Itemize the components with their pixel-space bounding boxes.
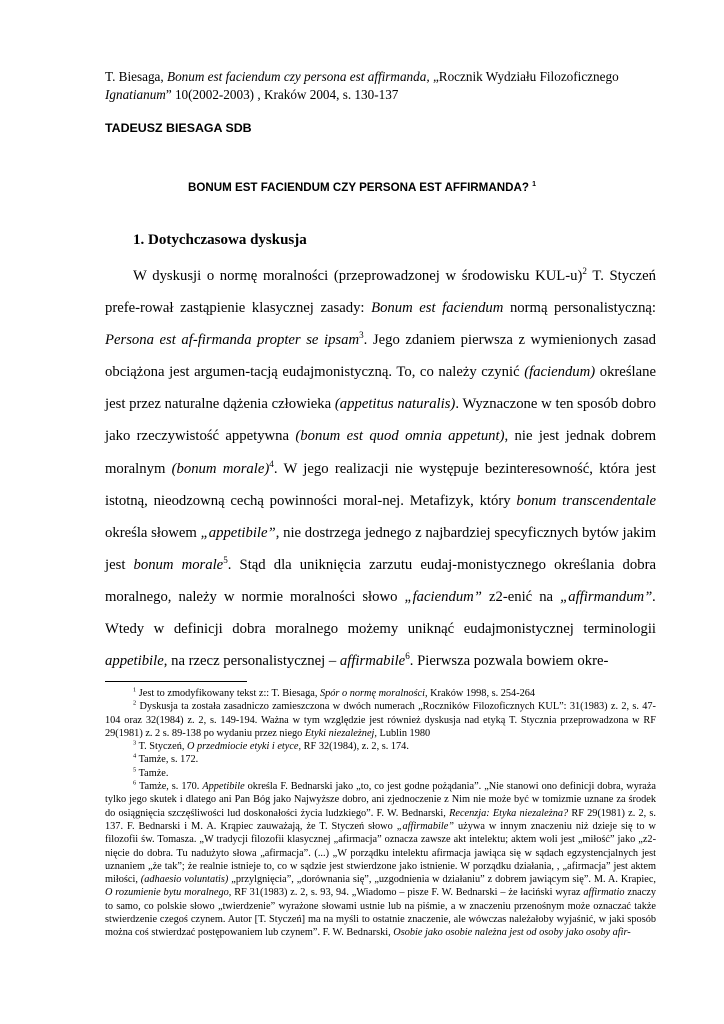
paper-title-text: BONUM EST FACIENDUM CZY PERSONA EST AFFIRMANDA?	[187, 181, 529, 194]
text-run: , nie jest jednak dobrem moralnym	[105, 428, 657, 477]
italic-term: „affirmabile”	[396, 820, 454, 832]
italic-term: Persona est af-firmanda propter se ipsam	[105, 332, 360, 349]
italic-term: appetibile	[105, 653, 164, 670]
text-run: , RF 31(1983) z. 2, s. 93, 94. „Wiadomo – pisze F. W. Bednarski – że łaciński wyraz	[228, 887, 584, 899]
footnote-marker: 2	[582, 266, 587, 277]
text-run: Tamże.	[138, 767, 169, 779]
footnote	[105, 780, 656, 940]
text-run: Tamże, s. 172.	[138, 754, 199, 766]
text-run: W dyskusji o normę moralności (przeprowadzonej w środowisku KUL-u)	[133, 268, 583, 284]
footnote-number: 3	[133, 739, 137, 747]
text-run: określa słowem	[105, 524, 201, 541]
footnote-marker: 4	[269, 458, 274, 469]
citation-journal: Ignatianum	[105, 86, 166, 102]
footnote-marker: 6	[405, 651, 410, 662]
text-run: . W jego realizacji nie występuje bezinteresowność, która jest istotną, nieodzowną cechą powinności moral-nej. Metafizyk, który	[105, 460, 657, 509]
italic-term: (adhaesio voluntatis)	[140, 874, 229, 886]
italic-term: „appetibile”	[200, 524, 276, 541]
text-run: , nie dostrzega jednego z najbardziej specyficznych bytów jakim jest	[105, 524, 656, 573]
italic-term: Bonum est faciendum	[371, 300, 504, 317]
italic-term: Recenzja: Etyka niezależna?	[449, 807, 569, 819]
footnote	[105, 700, 656, 740]
section-heading: 1. Dotychczasowa dyskusja	[133, 232, 307, 248]
text-run: Wtedy w definicji dobra moralnego możemy uniknąć eudajmonistycznej terminologii	[105, 621, 656, 638]
text-run: . Stąd dla uniknięcia zarzutu eudaj-monistycznego określania dobra moralnego, należy w normie moralności słowo	[105, 556, 656, 605]
footnote-number: 4	[133, 753, 137, 761]
footnote-marker: 5	[223, 554, 228, 565]
italic-term: O rozumienie bytu moralnego	[105, 887, 229, 899]
italic-term: „faciendum”	[404, 588, 482, 605]
italic-term: (bonum morale)	[171, 460, 270, 477]
text-run: Kraków 1998, s. 254-264	[427, 688, 536, 699]
footnote-number: 2	[133, 699, 137, 707]
text-run: Dyskusja ta została zasadniczo zamieszczona w dwóch numerach „Roczników Filozoficznych KUL”: 31(1983) z. 2, s. 47-104 oraz 32(1984) z. 2, s. 149-194. Ważna w tym względzie jest również dyskusja nad etyką T. Stycznia przeprowadzona w RF 29(1981) z. 2 s. 89-138 po wydaniu przez niego	[105, 701, 656, 739]
text-run: T. Styczeń,	[138, 741, 187, 753]
main-paragraph	[105, 260, 656, 677]
footnote-number: 1	[133, 686, 137, 694]
paper-title	[0, 181, 724, 194]
footnote	[105, 740, 656, 753]
italic-term: Etyki niezależnej,	[304, 727, 377, 739]
text-run: znaczy to samo, co polskie słowo „twierdzenie” wyrażone słowami ustnie lub na piśmie, a w znaczeniu przenośnym może oznaczać także stwierdzenie czegoś czynem. Autor [T. Styczeń] ma na myśli to ostatnie znaczenie, ale wówczas należałoby wyjaśnić, w jaki sposób można coś stwierdzać postępowaniem lub czynem”. F. W. Bednarski,	[105, 887, 656, 939]
text-run: . Jego zdaniem pierwsza z wymienionych zasad obciążona jest argumen-tacją eudajmonistyczną. To, co należy czynić	[105, 332, 656, 381]
footnotes-section	[105, 687, 656, 940]
author-name: TADEUSZ BIESAGA SDB	[105, 121, 252, 135]
footnote-number: 5	[133, 766, 137, 774]
footnote	[105, 687, 656, 700]
text-run: określa F. Bednarski jako „to, co jest godne pożądania”. „Nie stanowi ono definicji dobra, wyraża tylko jego skutek i dlatego ani Pan Bóg jako Najwyższe dobro, ani zjednoczenie z Nim nie może być w tomizmie uznane za środek do osiągnięcia szczęśliwości lud doskonałości życia ludzkiego”. F. W. Bednarski,	[105, 781, 656, 819]
text-run: Tamże, s. 170.	[138, 781, 203, 793]
italic-term: bonum morale	[133, 556, 224, 573]
citation-author: T. Biesaga,	[105, 69, 168, 84]
footnote-marker: 1	[532, 181, 537, 189]
footnote-number: 6	[133, 779, 137, 787]
text-run: określane jest przez naturalne dążenia człowieka	[105, 364, 657, 413]
italic-term: (faciendum)	[524, 364, 596, 381]
citation-journal-prefix: „Rocznik Wydziału Filozoficznego	[429, 69, 619, 84]
text-run: normą personalistyczną:	[503, 300, 657, 317]
italic-term: O przedmiocie etyki i etyce,	[187, 741, 302, 753]
citation-line	[105, 68, 665, 103]
italic-term: Spór o normę moralności,	[319, 688, 428, 699]
italic-term: (appetitus naturalis)	[334, 396, 456, 413]
italic-term: bonum transcendentale	[516, 492, 656, 509]
text-run: „przylgnięcia”, „dorównania się”, „uzgodnienia w działaniu” z dobrem jawiącym się”. M. A. Krapiec,	[228, 874, 656, 886]
footnote-separator	[105, 681, 247, 682]
text-run: . Wyznaczone w ten sposób dobro jako rzeczywistość appetywna	[105, 396, 656, 445]
footnote	[105, 753, 656, 766]
italic-term: Osobie jako osobie należna jest od osoby jako osoby afir-	[393, 927, 631, 939]
text-run: RF 29(1981) z. 2, s. 137. F. Bednarski i M. A. Krąpiec zauważają, że T. Styczeń słowo	[105, 807, 656, 832]
italic-term: affirmatio	[583, 887, 625, 899]
italic-term: affirmabile	[339, 653, 406, 670]
text-run: Lublin 1980	[376, 727, 431, 739]
text-run: . Pierwsza pozwala bowiem okre-	[409, 653, 609, 670]
italic-term: „affirmandum”.	[560, 588, 656, 605]
text-run: używa w innym znaczeniu niż dzieje się to w filozofii św. Tomasza. „W tradycji filozofii klasycznej „afirmacja” oznacza zawsze akt intelektu; aktem woli jest „miłość” jako „z2-nięcie do dobra. Tu nadużyto słowa „afirmacja”. (...) „W porządku intelektu afirmacja jawiąca się w sądach egzystencjalnych jest uznaniem „że tak”; że realnie istnieje to, co w sądzie jest stwierdzone jako istnienie. W porządku działania, , „afirmacja” jest aktem miłości,	[105, 820, 656, 886]
text-run: Jest to zmodyfikowany tekst z:: T. Biesaga,	[138, 688, 320, 699]
footnote-marker: 3	[359, 330, 364, 341]
footnote	[105, 767, 656, 780]
italic-term: Appetibile	[202, 781, 245, 793]
italic-term: (bonum est quod omnia appetunt)	[295, 428, 505, 445]
citation-details: ” 10(2002-2003) , Kraków 2004, s. 130-137	[165, 86, 399, 102]
text-run: , na rzecz personalistycznej –	[163, 653, 340, 670]
main-paragraph-block	[105, 260, 656, 677]
citation-title: Bonum est faciendum czy persona est affirmanda,	[167, 69, 430, 84]
text-run: z2-enić na	[481, 588, 561, 605]
text-run: T. Styczeń prefe-rował zastąpienie klasycznej zasady:	[105, 268, 657, 317]
text-run: RF 32(1984), z. 2, s. 174.	[301, 741, 409, 753]
